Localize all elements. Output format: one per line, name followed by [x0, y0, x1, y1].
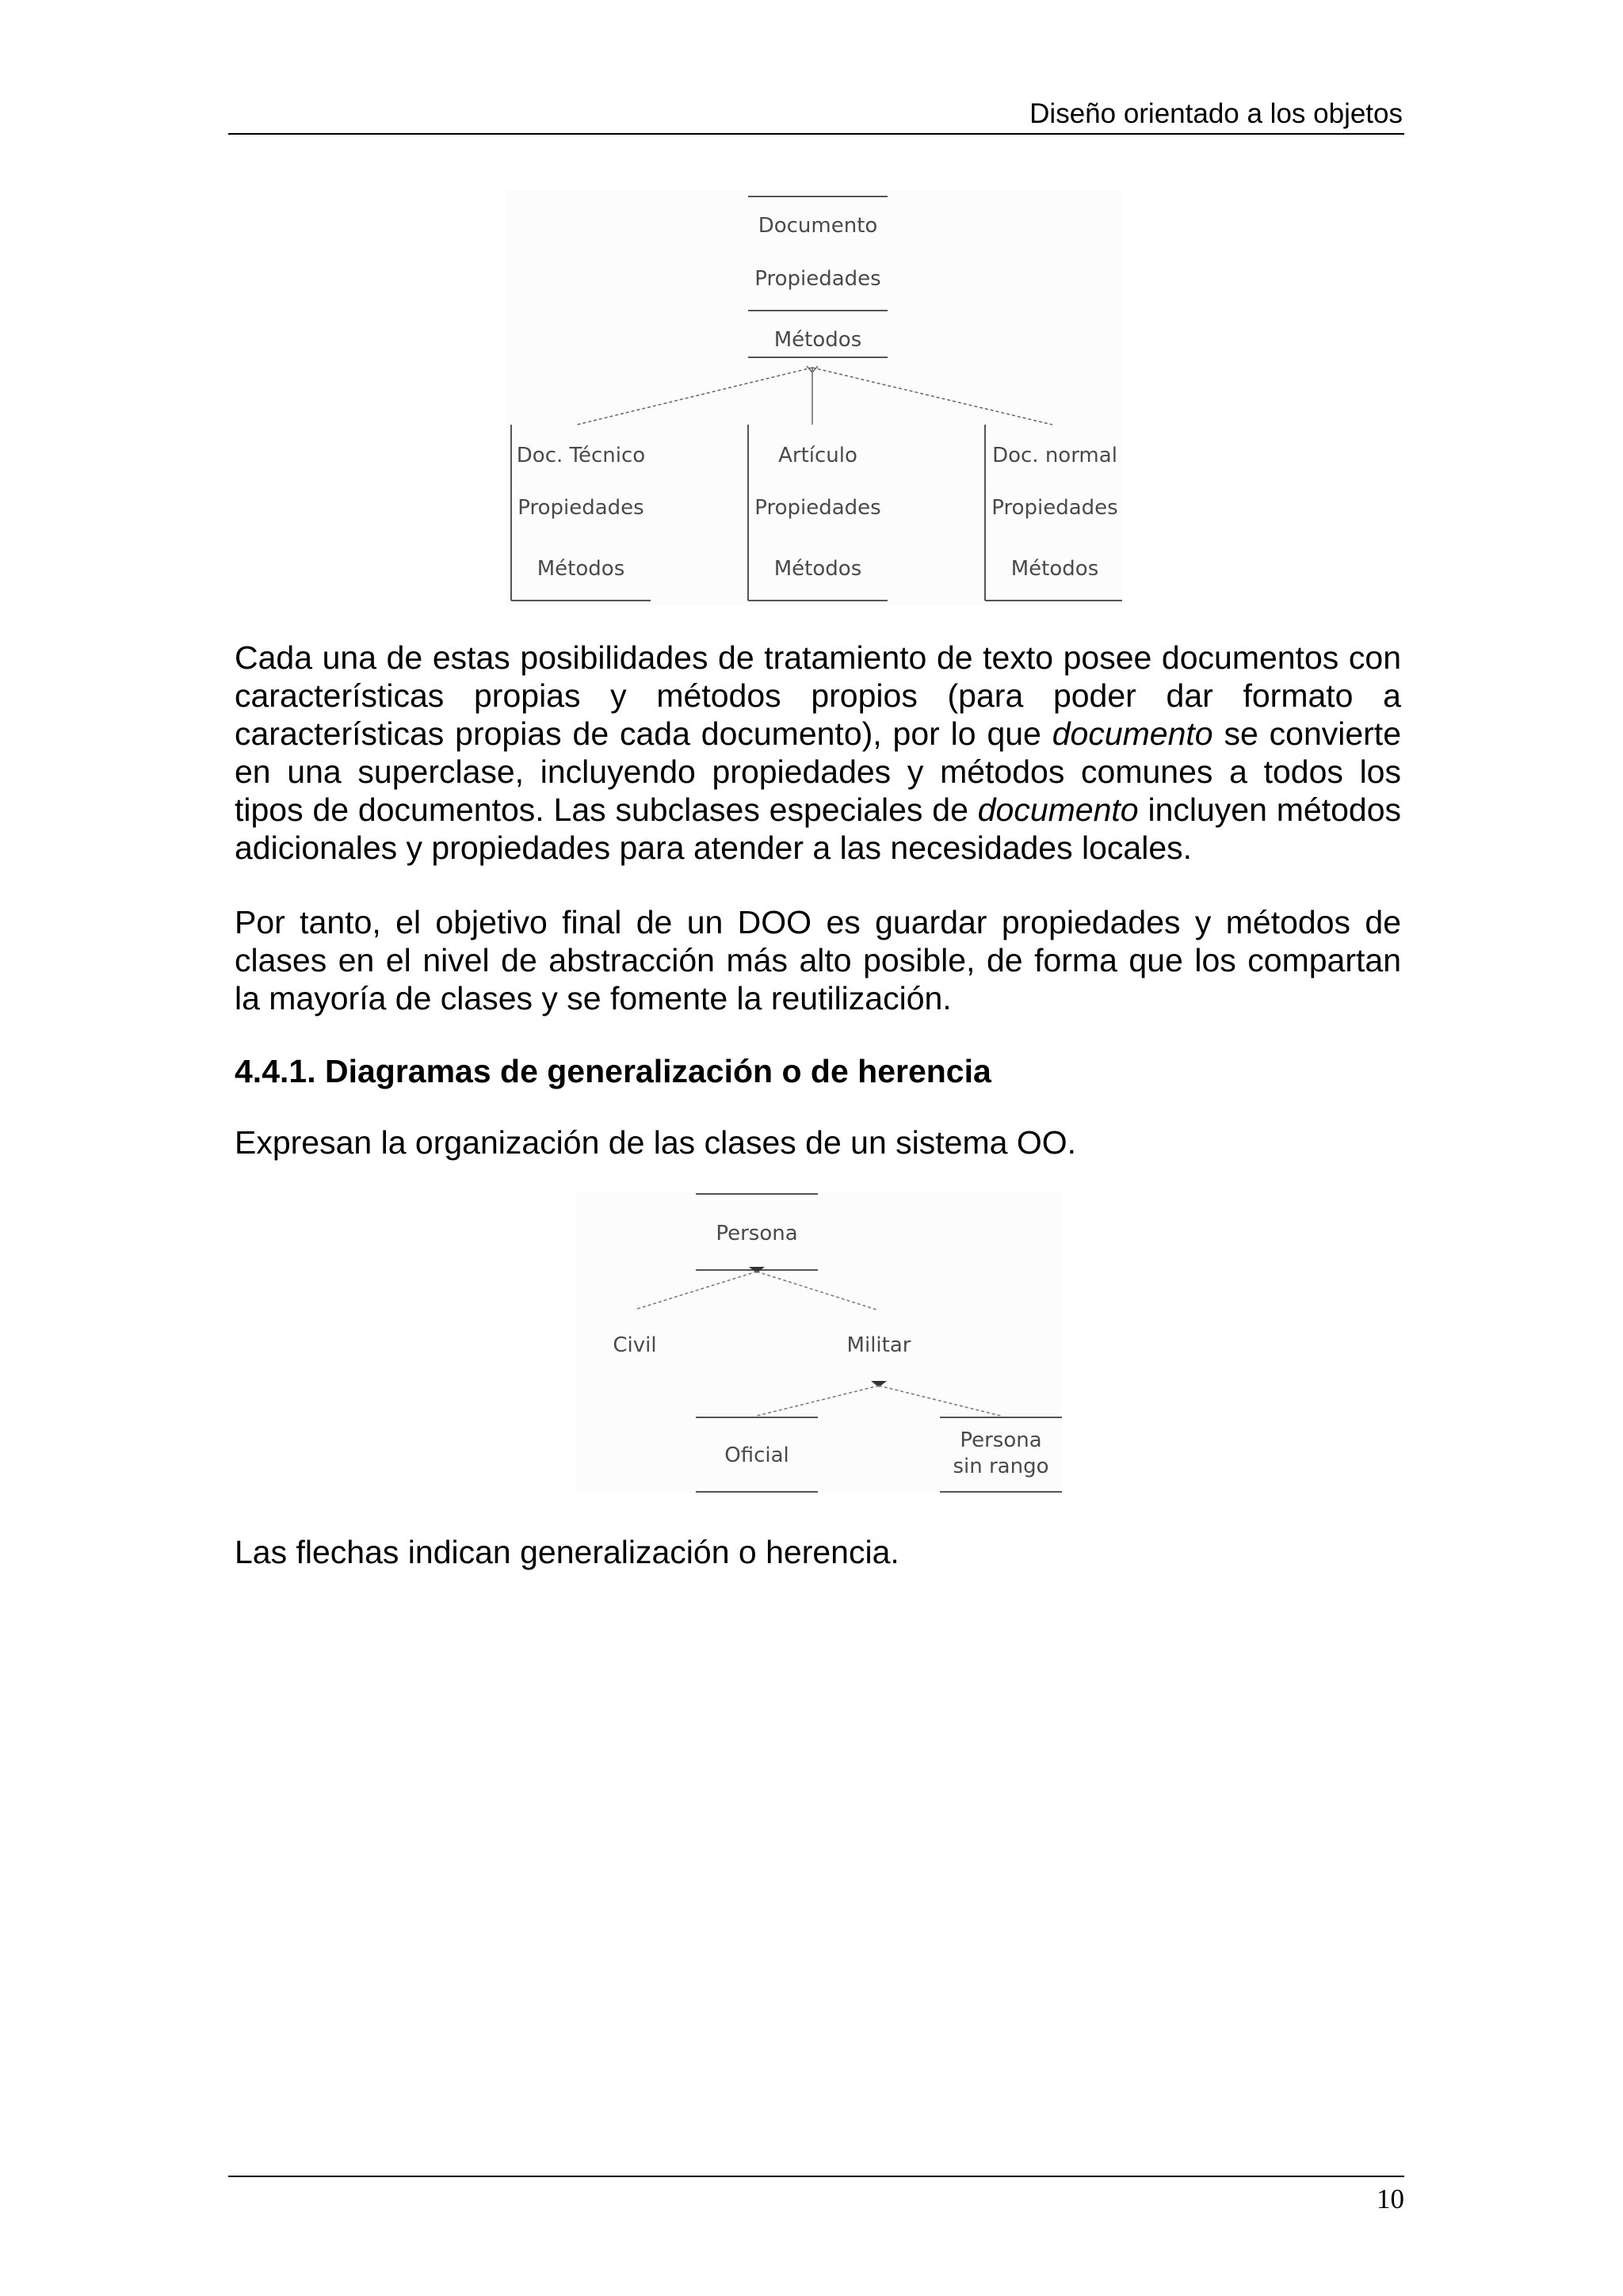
paragraph-objective: Por tanto, el objetivo final de un DOO es guardar propiedades y métodos de clases en el nivel de abstracción más alto posible, de forma que los compartan la mayoría de clases y se fomente la reutilización. [235, 904, 1401, 1016]
root-class-name: Persona [716, 1222, 798, 1245]
class-box-sin-rango [940, 1417, 1062, 1492]
page-number: 10 [1377, 2183, 1404, 2214]
subclass-box-articulo [748, 425, 888, 601]
superclass-properties: Propiedades [754, 267, 881, 291]
paragraph-diagrams-intro: Expresan la organización de las clases de un sistema OO. [235, 1124, 1076, 1161]
class-oficial: Oficial [724, 1444, 789, 1467]
header-rule [228, 133, 1404, 135]
running-header: Diseño orientado a los objetos [1029, 98, 1403, 129]
level2-connectors [757, 1386, 1001, 1416]
root-class-box [696, 1194, 818, 1273]
paragraph-superclass: Cada una de estas posibilidades de tratamiento de texto posee documentos con características propias y métodos propios (para poder dar formato a características propias de cada documento), por lo que documento se convierte en una superclase, incluyendo propiedades y métodos comunes a todos los tipos de documentos. Las subclases especiales de documento incluyen métodos adicionales y propiedades para atender a las necesidades locales. [235, 639, 1401, 866]
superclass-methods: Métodos [773, 328, 862, 352]
inheritance-connectors [577, 366, 1052, 425]
class-persona-line1: Persona [960, 1428, 1042, 1452]
subclass-name: Artículo [778, 444, 857, 467]
class-civil: Civil [613, 1333, 657, 1357]
subclass-box-normal [985, 425, 1122, 601]
class-persona-line2: sin rango [953, 1455, 1049, 1478]
document-class-diagram [506, 190, 1122, 606]
class-militar: Militar [846, 1333, 911, 1357]
subclass-properties: Propiedades [754, 496, 881, 520]
section-heading: 4.4.1. Diagramas de generalización o de herencia [235, 1053, 991, 1089]
superclass-name: Documento [758, 214, 878, 238]
generalization-arrow [871, 1381, 887, 1387]
subclass-properties: Propiedades [517, 496, 644, 520]
subclass-methods: Métodos [773, 557, 862, 581]
superclass-box [748, 196, 888, 357]
persona-generalization-diagram [575, 1192, 1062, 1493]
subclass-methods: Métodos [537, 557, 625, 581]
subclass-name: Doc. Técnico [516, 444, 646, 467]
subclass-methods: Métodos [1010, 557, 1099, 581]
paragraph-arrows-note: Las flechas indican generalización o herencia. [235, 1534, 899, 1570]
level1-connectors [635, 1272, 876, 1310]
footer-rule [228, 2176, 1404, 2177]
class-box-oficial [696, 1417, 818, 1492]
subclass-box-tecnico [511, 425, 651, 601]
subclass-properties: Propiedades [991, 496, 1118, 520]
subclass-name: Doc. normal [992, 444, 1117, 467]
